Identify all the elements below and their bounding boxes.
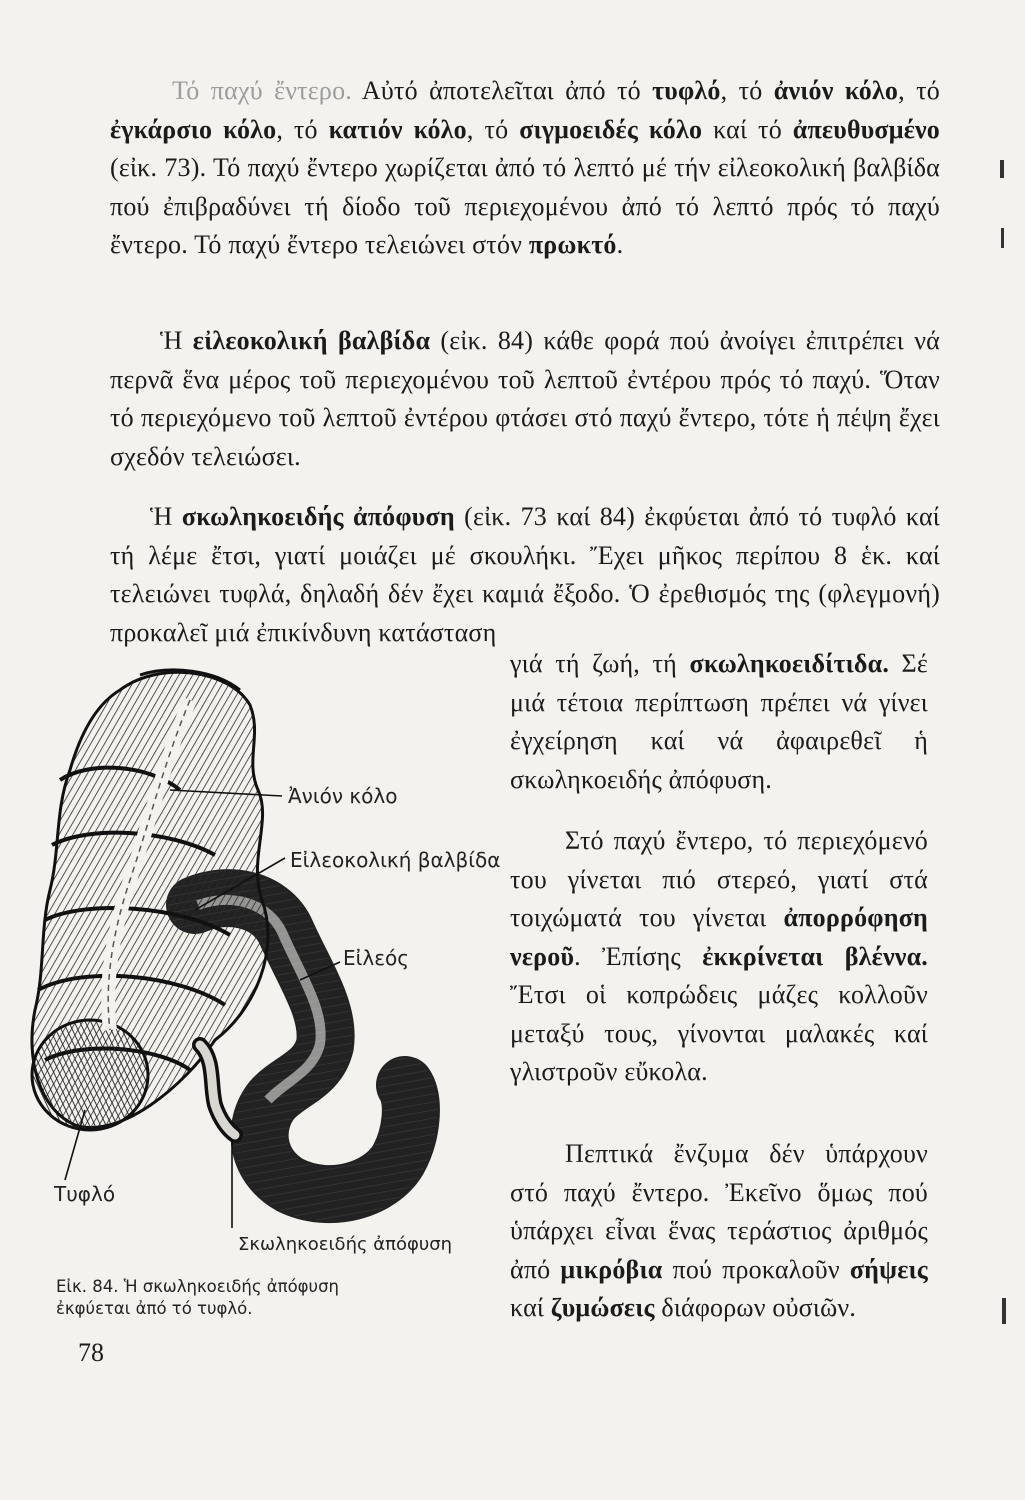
text-run: πρωκτό [528,230,617,259]
text-run: ζυμώσεις [550,1293,655,1322]
text-run: Σέ μιά τέτοια περίπτωση πρέπει νά γίνει ἐγχείρηση καί νά ἀφαιρεθεῖ ἡ σκωληκοειδής ἀπόφυση. [510,649,928,794]
text-run: μικρόβια [560,1254,663,1284]
text-run: Πεπτικά ἔνζυμα δέν ὑπάρχουν στό παχύ ἔντερο. Ἐκεῖνο ὅμως πού ὑπάρχει εἶναι ἕνας τεράστιος ἀριθμός ἀπό [510,1139,928,1284]
caption-line-1: Εἰκ. 84. Ἡ σκωληκοειδής ἀπόφυση [56,1277,340,1296]
text-run: ἀπευθυσμένο [792,114,941,144]
text-run: , τό [720,76,774,105]
figure-caption [56,1276,339,1320]
text-run: Ἔτσι οἱ κοπρώδεις μάζες κολλοῦν μεταξύ τους, γίνονται μαλακές καί γλιστροῦν εὔκολα. [510,980,928,1086]
appendix-drawing [200,1045,235,1135]
text-run: Τό παχύ ἔντερο. [172,76,352,105]
text-run: Στό παχύ ἔντερο, τό περιεχόμενό του γίνεται πιό στερεό, γιατί στά τοιχώματά του γίνεται [510,826,928,932]
text-run: , τό [276,114,329,144]
text-run: τυφλό [652,76,721,105]
text-run: γιά τή ζωή, τή [510,649,690,678]
text-run: κατιόν κόλο [328,114,467,144]
label-cecum: Τυφλό [54,1182,116,1206]
text-run: καί τό [702,114,793,144]
text-run: καί [510,1293,551,1322]
label-ileocecal-valve: Εἰλεοκολική βαλβίδα [290,848,501,872]
caption-line-2: ἐκφύεται ἀπό τό τυφλό. [56,1299,253,1318]
text-run: σήψεις [849,1254,928,1284]
text-run: διάφορων οὐσιῶν. [654,1293,857,1322]
margin-mark [1002,1298,1006,1324]
text-run: (εἰκ. 73). Τό παχύ ἔντερο χωρίζεται ἀπό τό λεπτό μέ τήν εἰλεοκολική βαλβίδα πού ἐπιβραδύνει τή δίοδο τοῦ περιεχομένου ἀπό τό λεπτό πρός τό παχύ ἔντερο. Τό παχύ ἔντερο τελειώνει στόν [110,153,940,259]
text-run: Ἡ [150,502,182,531]
text-run: , τό [898,76,940,105]
label-ileum: Εἰλεός [343,946,410,970]
margin-mark [1001,228,1004,248]
text-run: εἰλεοκολική βαλβίδα [192,326,431,355]
text-run: ἀπορρόφηση νεροῦ [510,903,928,971]
text-run: σκωληκοειδής ἀπόφυση [181,502,455,531]
text-run: Αὐτό ἀποτελεῖται ἀπό τό [352,76,653,105]
text-run: σκωληκοειδίτιδα. [689,649,890,678]
text-run: (εἰκ. 73 καί 84) ἐκφύεται ἀπό τό τυφλό καί τή λέμε ἔτσι, γιατί μοιάζει μέ σκουλήκι. Ἔχει μῆκος περίπου 8 ἑκ. καί τελειώνει τυφλά, δηλαδή δέν ἔχει καμιά ἔξοδο. Ὁ ἐρεθισμός της (φλεγμονή) προκαλεῖ μιά ἐπικίνδυνη κατάσταση [110,502,940,647]
margin-mark [1000,160,1004,178]
text-run: ἐγκάρσιο κόλο [110,114,277,144]
text-run: σιγμοειδές κόλο [519,114,703,144]
label-ascending-colon: Ἀνιόν κόλο [288,784,398,808]
page-number: 78 [78,1338,104,1367]
text-run: , τό [466,114,520,144]
text-run: (εἰκ. 84) κάθε φορά πού ἀνοίγει ἐπιτρέπει νά περνᾶ ἕνα μέρος τοῦ περιεχομένου τοῦ λεπτοῦ ἐντέρου πρός τό παχύ. Ὅταν τό περιεχόμενο τοῦ λεπτοῦ ἐντέρου φτάσει στό παχύ ἔντερο, τότε ἡ πέψη ἔχει σχεδόν τελειώσει. [110,326,940,471]
colon-drawing [32,670,268,1130]
text-run: ἀνιόν κόλο [773,76,899,105]
text-run: . [616,230,624,259]
text-run: ἐκκρίνεται βλέννα. [702,941,928,971]
text-run: Ἡ [160,326,193,355]
text-run: . Ἐπίσης [574,941,703,971]
text-run: πού προκαλοῦν [662,1254,850,1284]
label-appendix: Σκωληκοειδής ἀπόφυση [238,1234,453,1255]
